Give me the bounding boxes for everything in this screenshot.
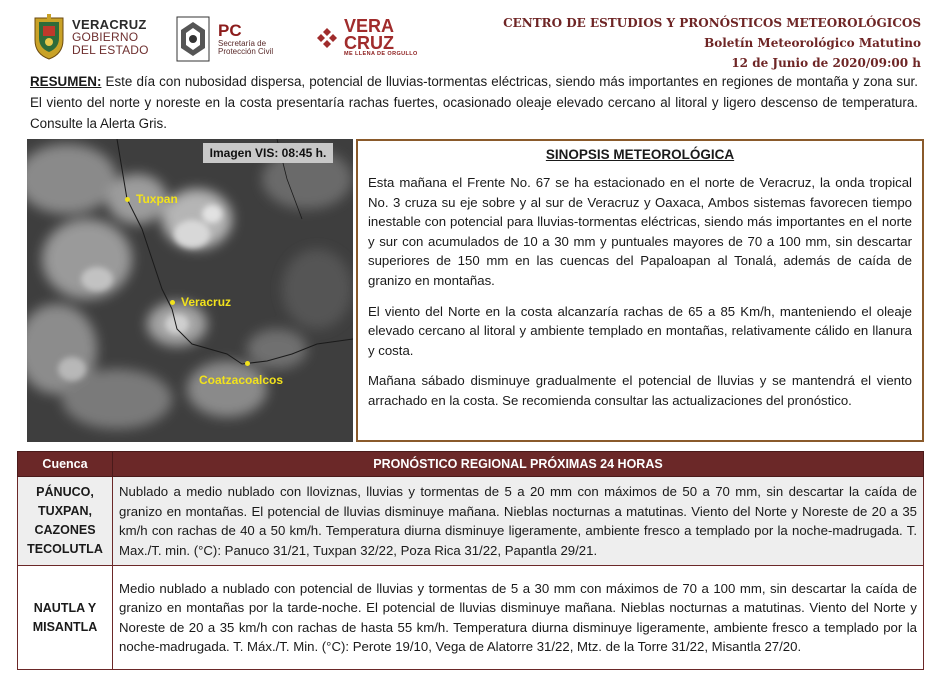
satellite-clouds [27,139,353,442]
basin-name-cell [18,477,113,566]
summary-text: Este día con nubosidad dispersa, potencial de lluvias-tormentas eléctricas, siendo más importantes en regiones de montaña y zona sur. El viento del norte y noreste en la costa presentaría rachas fuertes, ocasionado oleaje elevado cercano al litoral y ligero descenso de temperatura. Consulte la Alerta Gris. [30,74,918,131]
basin-name-cell [18,566,113,670]
basin-name-line: NAUTLA Y [33,600,97,615]
city-label-coatzacoalcos: Coatzacoalcos [199,373,284,387]
forecast-text-cell: Nublado a medio nublado con lloviznas, lluvias y tormentas de 5 a 20 mm con máximos de 50 a 70 mm, sin descartar la caída de granizo en montañas. El potencial de lluvias disminuye mañana. Nieblas nocturnas a matutinas. Viento del Norte y Noreste de 20 a 35 km/h con rachas de 40 a 50 km/h. Temperatura diurna disminuye ligeramente, ambiente fresco a templado por la noche-madrugada. T. Max./T. min. (°C): Panuco 31/21, Tuxpan 32/22, Poza Rica 31/22, Papantla 29/21. [113,477,924,566]
table-row [18,566,924,670]
synopsis-paragraph-3: Mañana sábado disminuye gradualmente el potencial de lluvias y se mantendrá el viento arrachado en la costa. Se recomienda consultar las actualizaciones del pronóstico. [368,373,912,408]
table-header-row [18,452,924,477]
logo-vc-line3: ME LLENA DE ORGULLO [344,51,418,58]
coat-of-arms-icon [32,14,66,60]
logo-pc-line2: Secretaría de [218,38,267,48]
basin-name-line: TUXPAN, [38,504,92,518]
basin-name-line: CAZONES [34,523,96,537]
city-dot-icon [170,300,175,305]
city-marker-tuxpan [125,192,178,206]
bulletin-date: 12 de Junio de 2020/09:00 h [731,56,921,70]
city-dot-icon [125,197,130,202]
knot-pattern-icon [316,27,338,49]
synopsis-paragraph-2: El viento del Norte en la costa alcanzaría rachas de 65 a 85 Km/h, manteniendo el oleaje elevado cercano al litoral y ambiente templado en montañas, relativamente cálido en llanura y costa. [368,303,912,358]
logo-vc-line1: VERA [344,16,395,36]
center-title: CENTRO DE ESTUDIOS Y PRONÓSTICOS METEOROLÓGICOS [503,16,921,30]
column-header-pronostico: PRONÓSTICO REGIONAL PRÓXIMAS 24 HORAS [113,452,924,477]
summary-paragraph [30,71,918,134]
veracruz-brand-logo [316,18,418,57]
table-row [18,477,924,566]
city-marker-veracruz [170,295,231,309]
basin-name-line: PÁNUCO, [36,485,94,499]
logo-vc-line2: CRUZ [344,33,394,54]
bulletin-subtitle: Boletín Meteorológico Matutino [704,36,921,50]
city-label-tuxpan: Tuxpan [136,192,178,206]
basin-name-line: TECOLUTLA [27,542,103,556]
city-marker-coatzacoalcos [199,373,283,387]
satellite-image [27,139,353,442]
summary-label: RESUMEN: [30,74,102,89]
forecast-text-cell: Medio nublado a nublado con potencial de lluvias y tormentas de 5 a 30 mm con máximos de 70 a 100 mm, sin descartar la caída de granizo en montañas por la tarde-noche. El potencial de lluvias disminuye mañana. Nieblas nocturnas a matutinas. Viento del Norte y Noreste de 20 a 35 km/h con rachas de hasta 55 km/h. Temperatura diurna disminuye ligeramente, ambiente fresco a templado por la noche-madrugada. T. Máx./T. Min. (°C): Perote 19/10, Vega de Alatorre 31/22, Mtz. de la Torre 31/22, Misantla 27/20. [113,566,924,670]
column-header-cuenca: Cuenca [18,452,113,477]
header-titles [503,13,921,73]
city-label-veracruz: Veracruz [181,295,232,309]
logo-veracruz-line1: VERACRUZ [72,16,147,32]
regional-forecast-table [17,451,924,670]
bulletin-header [0,0,931,70]
logo-pc-line1: PC [218,20,242,40]
logo-veracruz-line2: GOBIERNO [72,30,139,45]
civil-protection-icon [176,16,210,62]
synopsis-title: SINOPSIS METEOROLÓGICA [545,147,735,162]
synopsis-box [356,139,924,442]
logo-veracruz-line3: DEL ESTADO [72,42,149,57]
basin-name-line: MISANTLA [32,619,98,634]
veracruz-government-logo [32,14,149,60]
logo-pc-line3: Protección Civil [218,46,274,56]
image-timestamp-badge: Imagen VIS: 08:45 h. [203,143,333,163]
proteccion-civil-logo [176,16,273,62]
synopsis-paragraph-1: Esta mañana el Frente No. 67 se ha estacionado en el norte de Veracruz, la onda tropical No. 3 cruza su eje sobre y al sur de Veracruz y Oaxaca, Ambos sistemas favorecen tiempo inestable con potencial para lluvias-tormentas eléctricas, siendo más importantes en el norte y sur con acumulados de 10 a 30 mm y puntuales mayores de 70 a 100 mm, sin descartar superiores de 150 mm en las cuencas del Papaloapan al Tonalá, además de caída de granizo en montañas. [368,175,912,288]
city-dot-icon [245,361,250,366]
